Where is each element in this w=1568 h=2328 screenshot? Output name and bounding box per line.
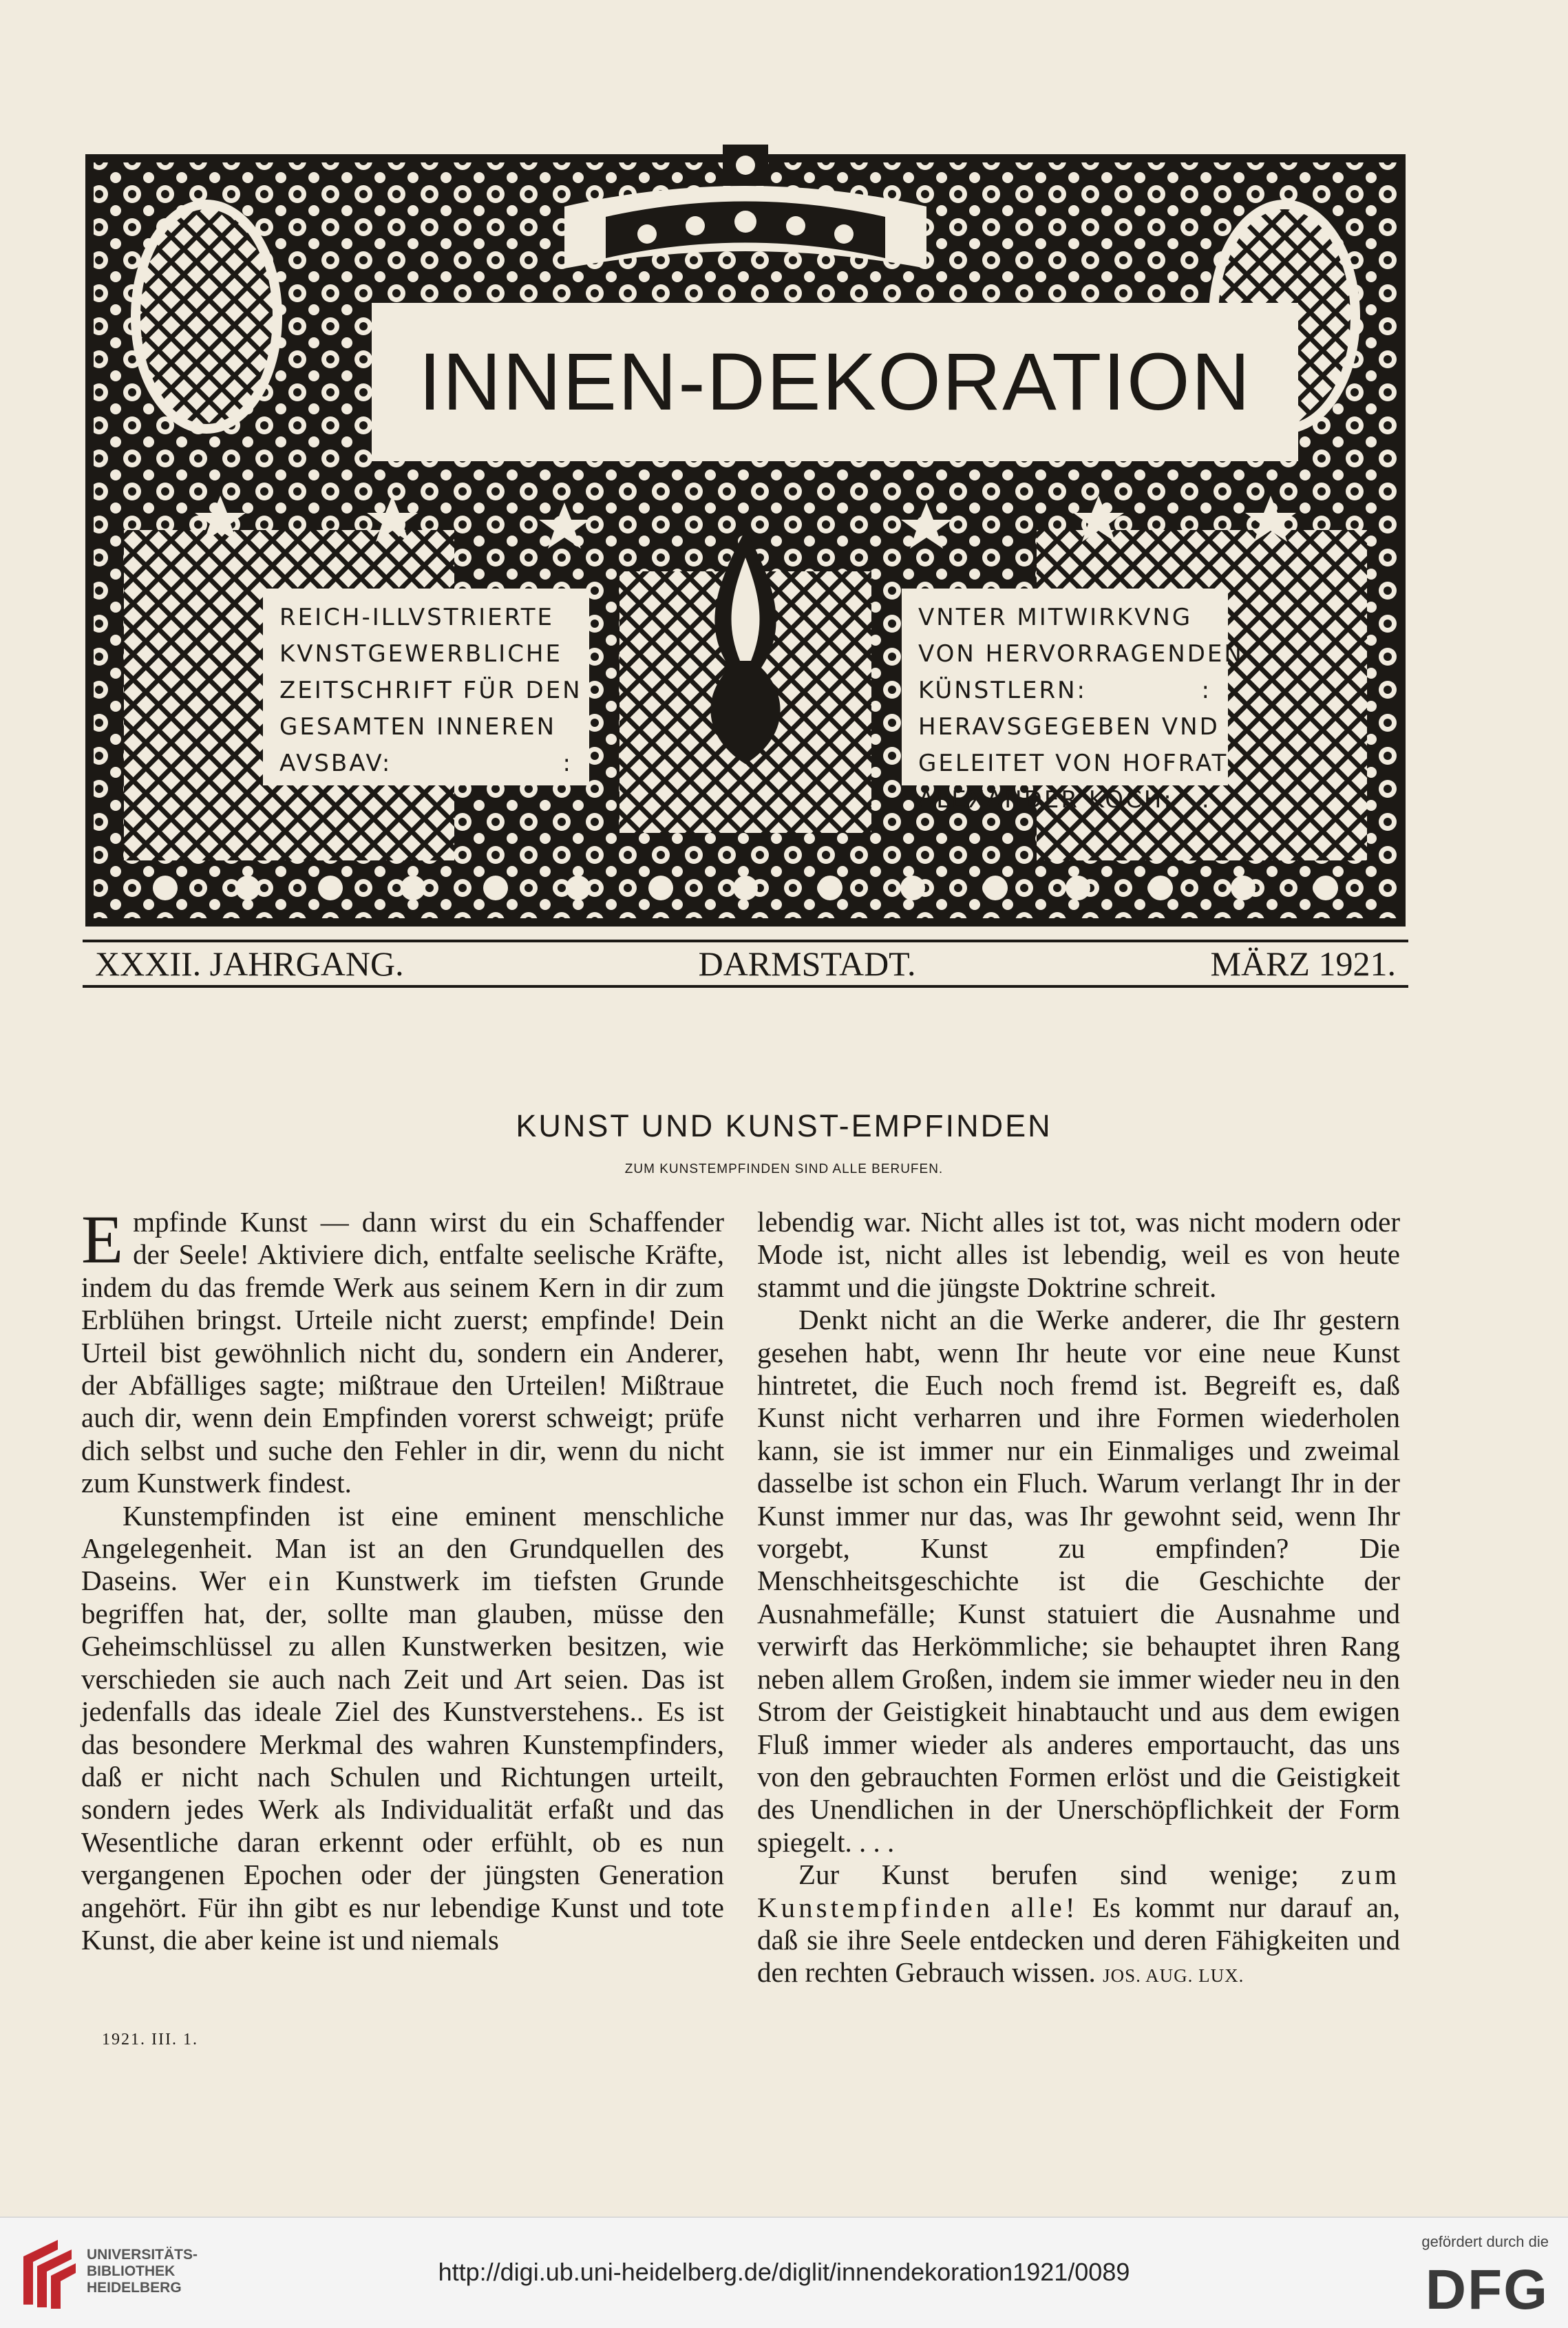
page-footnote: 1921. III. 1.	[102, 2031, 198, 2049]
editor-line: GELEITET VON HOFRAT	[918, 750, 1229, 777]
editor-line: VNTER MITWIRKVNG	[918, 604, 1193, 631]
editor-line: VON HERVORRAGENDEN	[918, 640, 1244, 668]
emphasized-phrase: zum Kunstempfinden alle!	[757, 1859, 1400, 1923]
masthead-editor-box	[902, 589, 1244, 814]
article-title: KUNST UND KUNST-EMPFINDEN	[516, 1108, 1052, 1143]
description-word: AVSBAV:	[279, 750, 392, 777]
library-name-line: BIBLIOTHEK	[87, 2263, 176, 2279]
place-label: DARMSTADT.	[698, 944, 916, 983]
magazine-title: INNEN-DEKORATION	[419, 337, 1251, 427]
masthead-title-box	[372, 303, 1298, 461]
paragraph	[81, 1500, 724, 1957]
paragraph: Denkt nicht an die Werke anderer, die Ihr gestern gesehen habt, wenn Ihr heute vor eine neue Kunst hintretet, die Euch noch fremd ist. Begreift es, daß Kunst nicht verharren und ihre Formen wiederholen kann, sie ist immer nur ein Einmaliges und zweimal dasselbe ist schon ein Fluch. Warum verlangt Ihr in der Kunst immer nur das, was Ihr gewohnt seid, wenn Ihr vorgebt, Kunst zu empfinden? Die Menschheitsgeschichte ist die Geschichte der Ausnahmefälle; Kunst statuiert die Ausnahme und verwirft das Herkömmliche; sie behauptet ihren Rang neben allem Großen, indem sie immer wieder neu in den Strom der Geistigkeit hinabtaucht und aus dem ewigen Fluß immer wieder als anderes emportaucht, das uns von den gebrauchten Formen erlöst und die Geistigkeit des Unendlichen in der Unerschöpflichkeit der Form spiegelt. . . .	[757, 1304, 1400, 1858]
editor-colon: :	[1201, 786, 1211, 814]
article-subtitle: ZUM KUNSTEMPFINDEN SIND ALLE BERUFEN.	[624, 1162, 944, 1176]
emphasized-word: ein	[268, 1565, 313, 1597]
author-signature: JOS. AUG. LUX.	[1103, 1965, 1244, 1987]
paragraph-text: mpfinde Kunst — dann wirst du ein Schaffender der Seele! Aktiviere dich, entfalte seelische Kräfte, indem du das fremde Werk aus seinem Kern in dir zum Erblühen bringst. Urteile nicht zuerst; empfinde! Dein Urteil bist gewöhnlich nicht du, sondern ein Anderer, der Abfälliges sagte; mißtraue den Urteilen! Mißtraue auch dir, wenn dein Empfinden vorerst schweigt; prüfe dich selbst und suche den Fehler in dir, wenn du nicht zum Kunstwerk findest.	[81, 1206, 724, 1499]
editor-word: KÜNSTLERN:	[918, 677, 1087, 704]
masthead-ornament	[83, 145, 1408, 936]
drop-cap: E	[81, 1201, 124, 1278]
funded-by-label: gefördert durch die	[1421, 2233, 1549, 2250]
library-name-line: HEIDELBERG	[87, 2280, 182, 2296]
description-line-split	[279, 745, 573, 782]
editor-word: ALEXANDER KOCH:	[918, 786, 1174, 814]
paragraph: lebendig war. Nicht alles ist tot, was nicht modern oder Mode ist, nicht alles ist lebendig, weil es von heute stammt und die jüngste Doktrine schreit.	[757, 1206, 1400, 1303]
masthead-description-box	[263, 589, 589, 785]
description-line: ZEITSCHRIFT FÜR DEN	[279, 677, 582, 704]
editor-line-split	[918, 673, 1211, 709]
digitization-footer	[0, 2216, 1568, 2328]
permalink-url[interactable]: http://digi.ub.uni-heidelberg.de/diglit/innendekoration1921/0089	[438, 2258, 1130, 2286]
paragraph-text: Es kommt nur darauf an, daß sie ihre Seele entdecken und deren Fähigkeiten und den rechten Gebrauch wissen.	[757, 1891, 1400, 1989]
paragraph	[81, 1201, 724, 1500]
date-label: MÄRZ 1921.	[1210, 944, 1396, 983]
editor-line-split	[918, 782, 1211, 818]
paragraph-text: Kunstempfinden ist eine eminent menschliche Angelegenheit. Man ist an den Grundquellen des Daseins. Wer	[81, 1499, 724, 1597]
description-colon: :	[562, 750, 573, 777]
text-column-right	[757, 1206, 1400, 1993]
editor-colon: :	[1201, 677, 1211, 704]
paragraph	[757, 1859, 1400, 1993]
issue-info-bar	[83, 940, 1408, 988]
paragraph-text: Zur Kunst berufen sind wenige;	[798, 1859, 1342, 1891]
volume-label: XXXII. JAHRGANG.	[95, 944, 404, 983]
library-name-line: UNIVERSITÄTS-	[87, 2247, 198, 2263]
description-line: KVNSTGEWERBLICHE	[279, 640, 562, 668]
description-line: REICH-ILLVSTRIERTE	[279, 604, 555, 631]
description-line: GESAMTEN INNEREN	[279, 713, 557, 741]
dfg-logo: DFG	[1425, 2258, 1549, 2321]
text-column-left	[81, 1201, 724, 1956]
editor-line: HERAVSGEGEBEN VND	[918, 713, 1220, 741]
paragraph-text: Kunstwerk im tiefsten Grunde begriffen hat, der, sollte man glauben, müsse den Geheimschlüssel zu allen Kunstwerken besitzen, wie verschieden sie auch nach Zeit und Art seien. Das ist jedenfalls das ideale Ziel des Kunstverstehens.. Es ist das besondere Merkmal des wahren Kunstempfinders, daß er nicht nach Schulen und Richtungen urteilt, sondern jedes Werk als Individualität erfaßt und das Wesentliche daran erkennt oder erfühlt, ob es nun vergangenen Epochen oder der jüngsten Generation angehört. Für ihn gibt es nur lebendige Kunst und tote Kunst, die aber keine ist und niemals	[81, 1565, 724, 1956]
